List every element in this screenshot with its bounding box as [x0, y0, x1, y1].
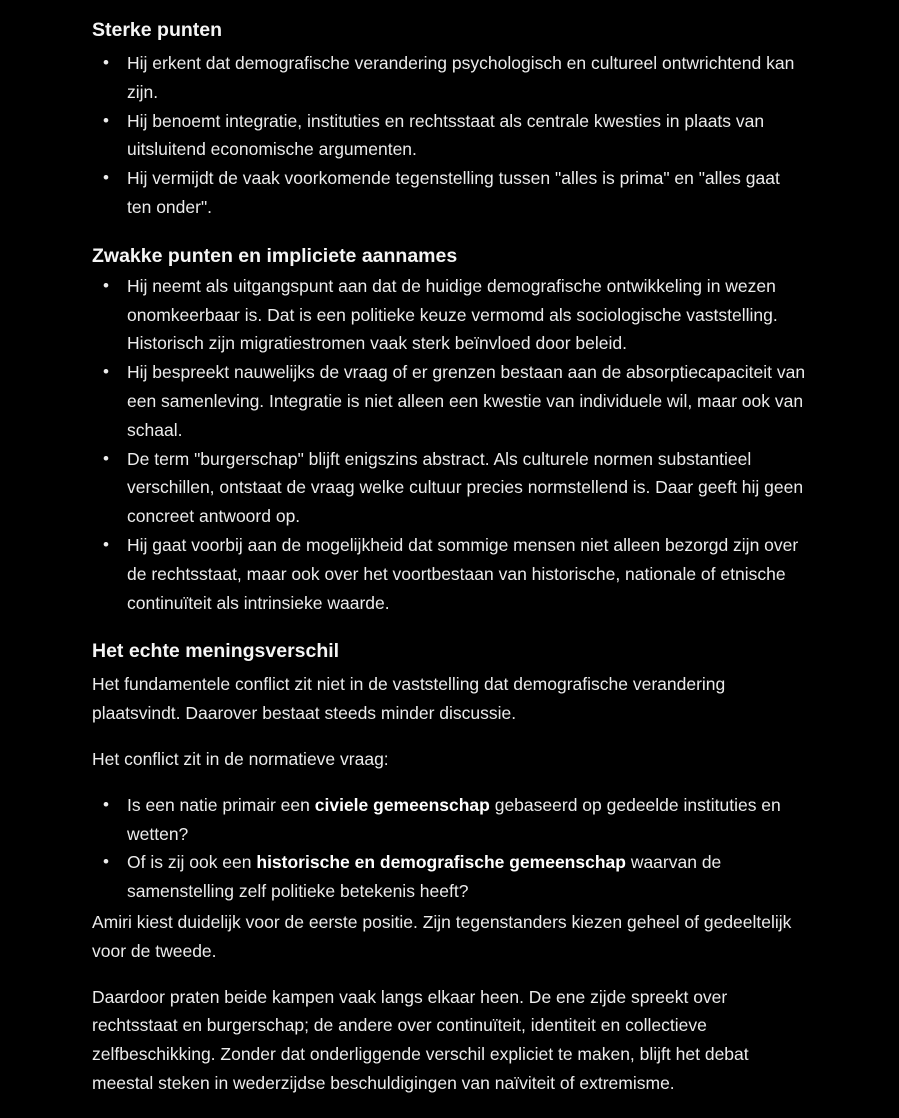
- bullet-icon: •: [103, 168, 109, 188]
- section-heading-meningsverschil: Het echte meningsverschil: [92, 640, 340, 663]
- bullet-icon: •: [103, 794, 109, 814]
- list-item: • Is een natie primair een civiele gemeenschap gebaseerd op gedeelde instituties en wetten?: [92, 791, 807, 849]
- list-item: • Hij neemt als uitgangspunt aan dat de huidige demografische ontwikkeling in wezen onomkeerbaar is. Dat is een politieke keuze vermomd als sociologische vaststelling. Historisch zijn migratiestromen vaak sterk beïnvloed door beleid.: [92, 272, 807, 358]
- list-item: • Of is zij ook een historische en demografische gemeenschap waarvan de samenstelling zelf politieke betekenis heeft?: [92, 848, 807, 906]
- list-sterke-punten: [92, 49, 807, 222]
- bullet-icon: •: [103, 534, 109, 554]
- bullet-icon: •: [103, 448, 109, 468]
- bullet-icon: •: [103, 110, 109, 130]
- bullet-icon: •: [103, 53, 109, 72]
- list-item: • Hij vermijdt de vaak voorkomende tegenstelling tussen "alles is prima" en "alles gaat ten onder".: [92, 164, 807, 222]
- paragraph-amiri: Amiri kiest duidelijk voor de eerste positie. Zijn tegenstanders kiezen geheel of gedeeltelijk voor de tweede.: [92, 911, 792, 961]
- emphasis-text: civiele gemeenschap: [314, 794, 490, 815]
- list-item: • Hij benoemt integratie, instituties en rechtsstaat als centrale kwesties in plaats van uitsluitend economische argumenten.: [92, 107, 807, 165]
- list-item: • Hij erkent dat demografische verandering psychologisch en cultureel ontwrichtend kan zijn.: [92, 49, 807, 107]
- bullet-icon: •: [103, 362, 109, 382]
- section-heading-zwakke-punten: Zwakke punten en impliciete aannames: [92, 244, 458, 267]
- bullet-icon: •: [103, 275, 109, 295]
- response-content: [92, 14, 807, 1098]
- bullet-icon: •: [103, 852, 109, 872]
- section-heading-sterke-punten: Sterke punten: [92, 19, 223, 41]
- paragraph-daardoor: Daardoor praten beide kampen vaak langs elkaar heen. De ene zijde spreekt over rechtsstaat en burgerschap; de andere over continuïteit, identiteit en collectieve zelfbeschikking. Zonder dat onderliggende verschil expliciet te maken, blijft het debat meestal steken in wederzijdse beschuldigingen van naïviteit of extremisme.: [92, 986, 749, 1093]
- emphasis-text: historische en demografische gemeenschap: [256, 852, 626, 873]
- list-item: • Hij gaat voorbij aan de mogelijkheid dat sommige mensen niet alleen bezorgd zijn over de rechtsstaat, maar ook over het voortbestaan van historische, nationale of etnische continuïteit als intrinsieke waarde.: [92, 531, 807, 617]
- paragraph-fundamenteel: Het fundamentele conflict zit niet in de vaststelling dat demografische verandering plaatsvindt. Daarover bestaat steeds minder discussie.: [92, 674, 726, 724]
- list-item: • Hij bespreekt nauwelijks de vraag of er grenzen bestaan aan de absorptiecapaciteit van een samenleving. Integratie is niet alleen een kwestie van individuele wil, maar ook van schaal.: [92, 358, 807, 444]
- list-item: • De term "burgerschap" blijft enigszins abstract. Als culturele normen substantieel verschillen, ontstaat de vraag welke cultuur precies normstellend is. Daar geeft hij geen concreet antwoord op.: [92, 445, 807, 531]
- list-zwakke-punten: [92, 272, 807, 618]
- list-normatieve-vraag: [92, 791, 807, 906]
- paragraph-normatieve-vraag: Het conflict zit in de normatieve vraag:: [92, 748, 389, 769]
